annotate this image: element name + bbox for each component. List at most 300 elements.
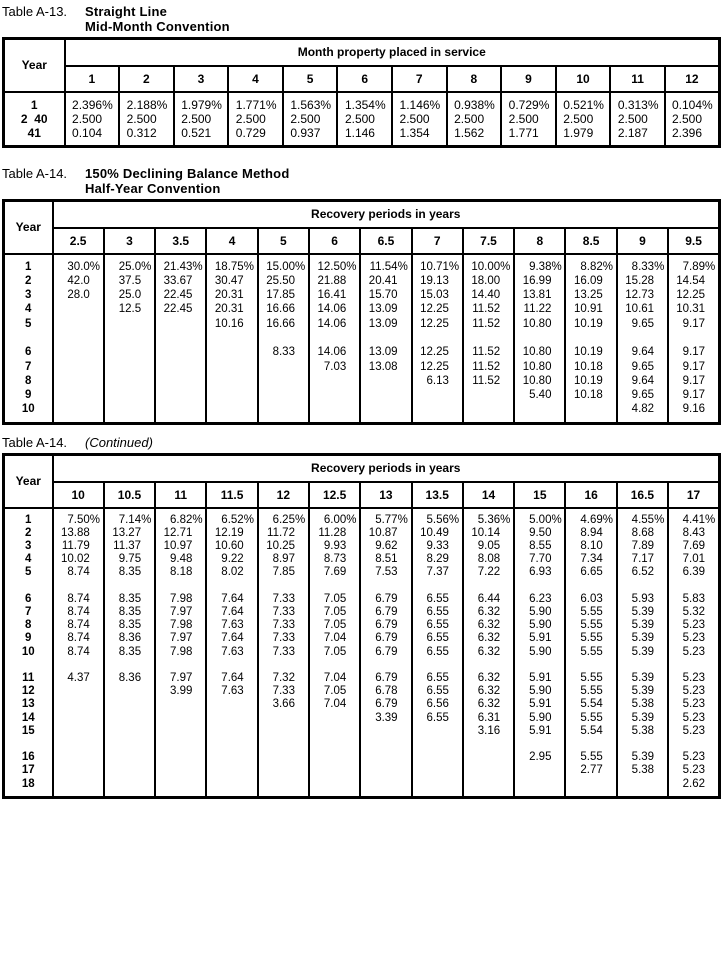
value-cell: 6.52 bbox=[617, 566, 668, 579]
value-cell bbox=[514, 580, 565, 593]
value-cell: 8.74 bbox=[53, 619, 104, 632]
value-cell: 9.50 bbox=[514, 527, 565, 540]
value-cell: 7.33 bbox=[258, 619, 309, 632]
value-cell bbox=[617, 331, 668, 345]
span-header: Month property placed in service bbox=[65, 39, 720, 66]
value-cell: 5.39 bbox=[617, 619, 668, 632]
value-cell: 9.17 bbox=[668, 317, 719, 331]
value-cell bbox=[206, 580, 257, 593]
value-cell bbox=[463, 778, 514, 798]
value-cell: 10.71% bbox=[412, 254, 463, 274]
value-cell: 9.93 bbox=[309, 540, 360, 553]
value-cell bbox=[206, 659, 257, 672]
value-cell: 9.62 bbox=[360, 540, 411, 553]
column-header: 4 bbox=[206, 228, 257, 254]
value-cell bbox=[463, 580, 514, 593]
value-cell bbox=[412, 764, 463, 777]
year-cell: 5 bbox=[4, 317, 53, 331]
value-cell bbox=[53, 725, 104, 738]
value-cell: 5.23 bbox=[668, 751, 719, 764]
value-cell bbox=[53, 360, 104, 374]
value-cell: 6.32 bbox=[463, 672, 514, 685]
value-cell: 8.74 bbox=[53, 606, 104, 619]
value-cell bbox=[206, 778, 257, 798]
value-cell bbox=[463, 751, 514, 764]
value-cell: 5.91 bbox=[514, 725, 565, 738]
table-row bbox=[4, 527, 720, 540]
table-row bbox=[4, 374, 720, 388]
value-cell: 30.47 bbox=[206, 274, 257, 288]
value-cell bbox=[155, 580, 206, 593]
value-cell: 0.729 bbox=[228, 126, 283, 147]
value-cell bbox=[360, 388, 411, 402]
year-cell: 18 bbox=[4, 778, 53, 798]
value-cell: 2.500 bbox=[556, 112, 611, 126]
value-cell: 13.09 bbox=[360, 345, 411, 359]
value-cell: 0.104% bbox=[665, 92, 720, 112]
value-cell: 12.25 bbox=[412, 317, 463, 331]
value-cell: 2.500 bbox=[501, 112, 556, 126]
column-header: 2.5 bbox=[53, 228, 104, 254]
value-cell: 6.31 bbox=[463, 712, 514, 725]
value-cell bbox=[258, 580, 309, 593]
column-header: 13.5 bbox=[412, 482, 463, 508]
year-column-header: Year bbox=[4, 39, 65, 92]
value-cell bbox=[104, 580, 155, 593]
value-cell: 7.03 bbox=[309, 360, 360, 374]
value-cell: 16.66 bbox=[258, 317, 309, 331]
value-cell: 15.03 bbox=[412, 288, 463, 302]
value-cell: 5.40 bbox=[514, 388, 565, 402]
table-row bbox=[4, 646, 720, 659]
value-cell bbox=[514, 659, 565, 672]
column-header: 12 bbox=[258, 482, 309, 508]
value-cell: 2.500 bbox=[228, 112, 283, 126]
value-cell: 11.52 bbox=[463, 360, 514, 374]
value-cell bbox=[53, 778, 104, 798]
column-header: 4 bbox=[228, 66, 283, 92]
value-cell bbox=[309, 712, 360, 725]
table-a14-continued-title bbox=[85, 435, 153, 450]
year-cell: 11 bbox=[4, 672, 53, 685]
value-cell: 11.52 bbox=[463, 374, 514, 388]
spacer-row bbox=[4, 659, 720, 672]
value-cell: 11.52 bbox=[463, 302, 514, 316]
value-cell bbox=[53, 712, 104, 725]
value-cell: 25.0% bbox=[104, 254, 155, 274]
value-cell: 13.09 bbox=[360, 302, 411, 316]
value-cell: 5.39 bbox=[617, 672, 668, 685]
value-cell: 7.37 bbox=[412, 566, 463, 579]
value-cell: 10.80 bbox=[514, 374, 565, 388]
table-row bbox=[4, 302, 720, 316]
value-cell: 7.89 bbox=[617, 540, 668, 553]
value-cell: 9.48 bbox=[155, 553, 206, 566]
value-cell bbox=[565, 331, 616, 345]
value-cell: 7.05 bbox=[309, 646, 360, 659]
value-cell: 10.60 bbox=[206, 540, 257, 553]
value-cell: 13.08 bbox=[360, 360, 411, 374]
value-cell: 7.22 bbox=[463, 566, 514, 579]
table-row bbox=[4, 712, 720, 725]
value-cell: 5.55 bbox=[565, 751, 616, 764]
year-cell: 13 bbox=[4, 698, 53, 711]
value-cell bbox=[668, 738, 719, 751]
value-cell bbox=[412, 659, 463, 672]
column-header: 13 bbox=[360, 482, 411, 508]
value-cell: 7.70 bbox=[514, 553, 565, 566]
value-cell: 9.64 bbox=[617, 374, 668, 388]
column-header: 10 bbox=[556, 66, 611, 92]
value-cell bbox=[412, 778, 463, 798]
value-cell bbox=[463, 402, 514, 423]
value-cell: 10.91 bbox=[565, 302, 616, 316]
year-cell bbox=[4, 738, 53, 751]
value-cell: 7.50% bbox=[53, 508, 104, 527]
table-a13-label: Table A-13. bbox=[2, 4, 68, 19]
value-cell: 10.80 bbox=[514, 345, 565, 359]
table-a13-title-line-2: Mid-Month Convention bbox=[85, 19, 230, 34]
column-header: 8.5 bbox=[565, 228, 616, 254]
table-a13-caption bbox=[2, 4, 721, 34]
year-cell: 10 bbox=[4, 646, 53, 659]
value-cell: 5.38 bbox=[617, 725, 668, 738]
value-cell bbox=[104, 659, 155, 672]
value-cell: 10.25 bbox=[258, 540, 309, 553]
value-cell: 7.53 bbox=[360, 566, 411, 579]
value-cell: 0.313% bbox=[610, 92, 665, 112]
value-cell: 5.54 bbox=[565, 725, 616, 738]
value-cell: 7.32 bbox=[258, 672, 309, 685]
value-cell bbox=[155, 317, 206, 331]
column-header: 12.5 bbox=[309, 482, 360, 508]
value-cell bbox=[104, 778, 155, 798]
value-cell: 6.55 bbox=[412, 672, 463, 685]
value-cell: 6.32 bbox=[463, 619, 514, 632]
value-cell: 5.23 bbox=[668, 712, 719, 725]
column-header: 9 bbox=[617, 228, 668, 254]
spacer-row bbox=[4, 738, 720, 751]
value-cell: 8.82% bbox=[565, 254, 616, 274]
value-cell: 33.67 bbox=[155, 274, 206, 288]
value-cell: 7.64 bbox=[206, 672, 257, 685]
value-cell bbox=[155, 388, 206, 402]
value-cell: 5.90 bbox=[514, 619, 565, 632]
value-cell bbox=[53, 751, 104, 764]
value-cell: 5.90 bbox=[514, 712, 565, 725]
value-cell: 6.55 bbox=[412, 646, 463, 659]
value-cell bbox=[360, 778, 411, 798]
value-cell bbox=[668, 331, 719, 345]
value-cell bbox=[155, 360, 206, 374]
value-cell bbox=[155, 725, 206, 738]
value-cell: 0.937 bbox=[283, 126, 338, 147]
value-cell: 12.5 bbox=[104, 302, 155, 316]
value-cell: 8.74 bbox=[53, 632, 104, 645]
table-a14-title bbox=[85, 166, 289, 196]
value-cell: 1.563% bbox=[283, 92, 338, 112]
value-cell bbox=[53, 374, 104, 388]
value-cell bbox=[668, 659, 719, 672]
table-row bbox=[4, 508, 720, 527]
column-header: 11 bbox=[610, 66, 665, 92]
value-cell: 6.78 bbox=[360, 685, 411, 698]
table-row bbox=[4, 345, 720, 359]
table-row bbox=[4, 553, 720, 566]
value-cell bbox=[412, 388, 463, 402]
value-cell: 5.54 bbox=[565, 698, 616, 711]
value-cell: 6.32 bbox=[463, 685, 514, 698]
value-cell: 10.80 bbox=[514, 317, 565, 331]
value-cell: 7.97 bbox=[155, 672, 206, 685]
value-cell: 10.19 bbox=[565, 345, 616, 359]
value-cell bbox=[565, 580, 616, 593]
value-cell bbox=[104, 331, 155, 345]
value-cell bbox=[360, 580, 411, 593]
value-cell bbox=[258, 388, 309, 402]
value-cell: 13.27 bbox=[104, 527, 155, 540]
column-header: 16.5 bbox=[617, 482, 668, 508]
value-cell: 9.05 bbox=[463, 540, 514, 553]
value-cell: 2.500 bbox=[119, 112, 174, 126]
value-cell: 8.36 bbox=[104, 672, 155, 685]
value-cell: 6.55 bbox=[412, 593, 463, 606]
value-cell: 9.22 bbox=[206, 553, 257, 566]
value-cell: 8.35 bbox=[104, 606, 155, 619]
value-cell: 7.33 bbox=[258, 632, 309, 645]
value-cell: 6.32 bbox=[463, 698, 514, 711]
value-cell bbox=[155, 698, 206, 711]
value-cell: 3.99 bbox=[155, 685, 206, 698]
table-row bbox=[4, 593, 720, 606]
value-cell: 5.39 bbox=[617, 685, 668, 698]
value-cell: 6.55 bbox=[412, 685, 463, 698]
value-cell: 7.98 bbox=[155, 646, 206, 659]
value-cell: 5.55 bbox=[565, 685, 616, 698]
value-cell bbox=[258, 764, 309, 777]
value-cell: 5.55 bbox=[565, 712, 616, 725]
value-cell: 7.64 bbox=[206, 632, 257, 645]
value-cell bbox=[565, 738, 616, 751]
value-cell bbox=[104, 388, 155, 402]
value-cell bbox=[514, 738, 565, 751]
value-cell: 7.05 bbox=[309, 685, 360, 698]
value-cell: 10.00% bbox=[463, 254, 514, 274]
table-a13-title bbox=[85, 4, 230, 34]
column-header: 7 bbox=[392, 66, 447, 92]
value-cell bbox=[258, 751, 309, 764]
column-header: 17 bbox=[668, 482, 719, 508]
table-a14-title-line-2: Half-Year Convention bbox=[85, 181, 221, 196]
value-cell: 8.08 bbox=[463, 553, 514, 566]
value-cell bbox=[258, 725, 309, 738]
value-cell bbox=[206, 751, 257, 764]
value-cell: 11.72 bbox=[258, 527, 309, 540]
value-cell: 6.55 bbox=[412, 619, 463, 632]
value-cell: 9.17 bbox=[668, 388, 719, 402]
value-cell bbox=[104, 751, 155, 764]
value-cell: 5.23 bbox=[668, 725, 719, 738]
year-cell: 41 bbox=[4, 126, 65, 147]
column-header: 1 bbox=[65, 66, 120, 92]
value-cell: 12.25 bbox=[668, 288, 719, 302]
value-cell: 1.771% bbox=[228, 92, 283, 112]
value-cell: 6.79 bbox=[360, 606, 411, 619]
value-cell bbox=[206, 345, 257, 359]
year-cell: 5 bbox=[4, 566, 53, 579]
value-cell: 7.17 bbox=[617, 553, 668, 566]
year-cell: 1 bbox=[4, 508, 53, 527]
column-header: 3 bbox=[174, 66, 229, 92]
value-cell: 9.65 bbox=[617, 388, 668, 402]
column-header: 8 bbox=[447, 66, 502, 92]
column-header: 3.5 bbox=[155, 228, 206, 254]
value-cell: 10.19 bbox=[565, 317, 616, 331]
year-cell: 2 bbox=[4, 274, 53, 288]
year-cell: 10 bbox=[4, 402, 53, 423]
value-cell: 0.521% bbox=[556, 92, 611, 112]
column-header: 9.5 bbox=[668, 228, 719, 254]
year-cell: 17 bbox=[4, 764, 53, 777]
value-cell bbox=[155, 331, 206, 345]
value-cell bbox=[155, 778, 206, 798]
value-cell: 10.97 bbox=[155, 540, 206, 553]
value-cell bbox=[104, 725, 155, 738]
value-cell: 10.16 bbox=[206, 317, 257, 331]
value-cell: 0.104 bbox=[65, 126, 120, 147]
value-cell bbox=[463, 659, 514, 672]
value-cell bbox=[53, 388, 104, 402]
value-cell: 11.28 bbox=[309, 527, 360, 540]
value-cell: 8.94 bbox=[565, 527, 616, 540]
value-cell bbox=[309, 738, 360, 751]
value-cell: 14.06 bbox=[309, 302, 360, 316]
value-cell: 8.36 bbox=[104, 632, 155, 645]
year-cell: 2 bbox=[4, 527, 53, 540]
year-cell: 6 bbox=[4, 345, 53, 359]
value-cell: 4.41% bbox=[668, 508, 719, 527]
value-cell: 16.66 bbox=[258, 302, 309, 316]
value-cell: 25.50 bbox=[258, 274, 309, 288]
value-cell: 8.35 bbox=[104, 619, 155, 632]
value-cell: 0.521 bbox=[174, 126, 229, 147]
value-cell: 5.93 bbox=[617, 593, 668, 606]
value-cell bbox=[360, 764, 411, 777]
year-cell: 4 bbox=[4, 553, 53, 566]
value-cell: 12.50% bbox=[309, 254, 360, 274]
value-cell: 10.31 bbox=[668, 302, 719, 316]
value-cell: 2.500 bbox=[665, 112, 720, 126]
value-cell: 9.38% bbox=[514, 254, 565, 274]
value-cell bbox=[565, 659, 616, 672]
column-header: 15 bbox=[514, 482, 565, 508]
value-cell: 5.23 bbox=[668, 764, 719, 777]
column-header: 10 bbox=[53, 482, 104, 508]
value-cell bbox=[104, 360, 155, 374]
table-a14-continued-section bbox=[2, 435, 721, 799]
span-header: Recovery periods in years bbox=[53, 455, 720, 482]
value-cell: 11.37 bbox=[104, 540, 155, 553]
value-cell: 2.500 bbox=[610, 112, 665, 126]
value-cell bbox=[104, 698, 155, 711]
value-cell: 12.25 bbox=[412, 345, 463, 359]
value-cell: 7.04 bbox=[309, 672, 360, 685]
span-header: Recovery periods in years bbox=[53, 201, 720, 228]
value-cell: 6.52% bbox=[206, 508, 257, 527]
value-cell bbox=[565, 778, 616, 798]
value-cell: 12.73 bbox=[617, 288, 668, 302]
table-row bbox=[4, 606, 720, 619]
value-cell bbox=[309, 580, 360, 593]
value-cell: 13.25 bbox=[565, 288, 616, 302]
value-cell: 6.32 bbox=[463, 606, 514, 619]
value-cell: 5.90 bbox=[514, 606, 565, 619]
value-cell bbox=[104, 345, 155, 359]
value-cell: 5.36% bbox=[463, 508, 514, 527]
value-cell: 7.05 bbox=[309, 606, 360, 619]
column-header: 9 bbox=[501, 66, 556, 92]
table-row bbox=[4, 126, 720, 147]
year-cell bbox=[4, 659, 53, 672]
value-cell bbox=[360, 725, 411, 738]
value-cell bbox=[104, 317, 155, 331]
year-cell: 3 bbox=[4, 540, 53, 553]
value-cell: 2.396% bbox=[65, 92, 120, 112]
column-header: 14 bbox=[463, 482, 514, 508]
value-cell bbox=[53, 764, 104, 777]
value-cell: 2.500 bbox=[447, 112, 502, 126]
value-cell: 10.14 bbox=[463, 527, 514, 540]
value-cell: 6.79 bbox=[360, 632, 411, 645]
value-cell: 1.771 bbox=[501, 126, 556, 147]
column-header: 5 bbox=[283, 66, 338, 92]
value-cell bbox=[360, 374, 411, 388]
table-row bbox=[4, 388, 720, 402]
column-header: 5 bbox=[258, 228, 309, 254]
table-row bbox=[4, 619, 720, 632]
value-cell: 7.97 bbox=[155, 606, 206, 619]
value-cell: 7.85 bbox=[258, 566, 309, 579]
value-cell: 2.500 bbox=[283, 112, 338, 126]
value-cell: 8.51 bbox=[360, 553, 411, 566]
column-header: 7.5 bbox=[463, 228, 514, 254]
value-cell: 6.79 bbox=[360, 619, 411, 632]
value-cell: 7.63 bbox=[206, 685, 257, 698]
year-cell: 14 bbox=[4, 712, 53, 725]
value-cell: 5.90 bbox=[514, 685, 565, 698]
table-row bbox=[4, 274, 720, 288]
table-row bbox=[4, 402, 720, 423]
column-header: 16 bbox=[565, 482, 616, 508]
value-cell: 2.188% bbox=[119, 92, 174, 112]
value-cell: 8.10 bbox=[565, 540, 616, 553]
value-cell: 1.354% bbox=[337, 92, 392, 112]
table-row bbox=[4, 254, 720, 274]
value-cell: 5.83 bbox=[668, 593, 719, 606]
value-cell: 5.91 bbox=[514, 632, 565, 645]
value-cell bbox=[412, 751, 463, 764]
value-cell: 7.69 bbox=[668, 540, 719, 553]
value-cell: 10.02 bbox=[53, 553, 104, 566]
value-cell: 7.98 bbox=[155, 619, 206, 632]
value-cell: 1.562 bbox=[447, 126, 502, 147]
value-cell: 7.98 bbox=[155, 593, 206, 606]
value-cell: 6.79 bbox=[360, 698, 411, 711]
value-cell: 21.88 bbox=[309, 274, 360, 288]
value-cell: 8.29 bbox=[412, 553, 463, 566]
table-row bbox=[4, 672, 720, 685]
value-cell: 9.65 bbox=[617, 360, 668, 374]
